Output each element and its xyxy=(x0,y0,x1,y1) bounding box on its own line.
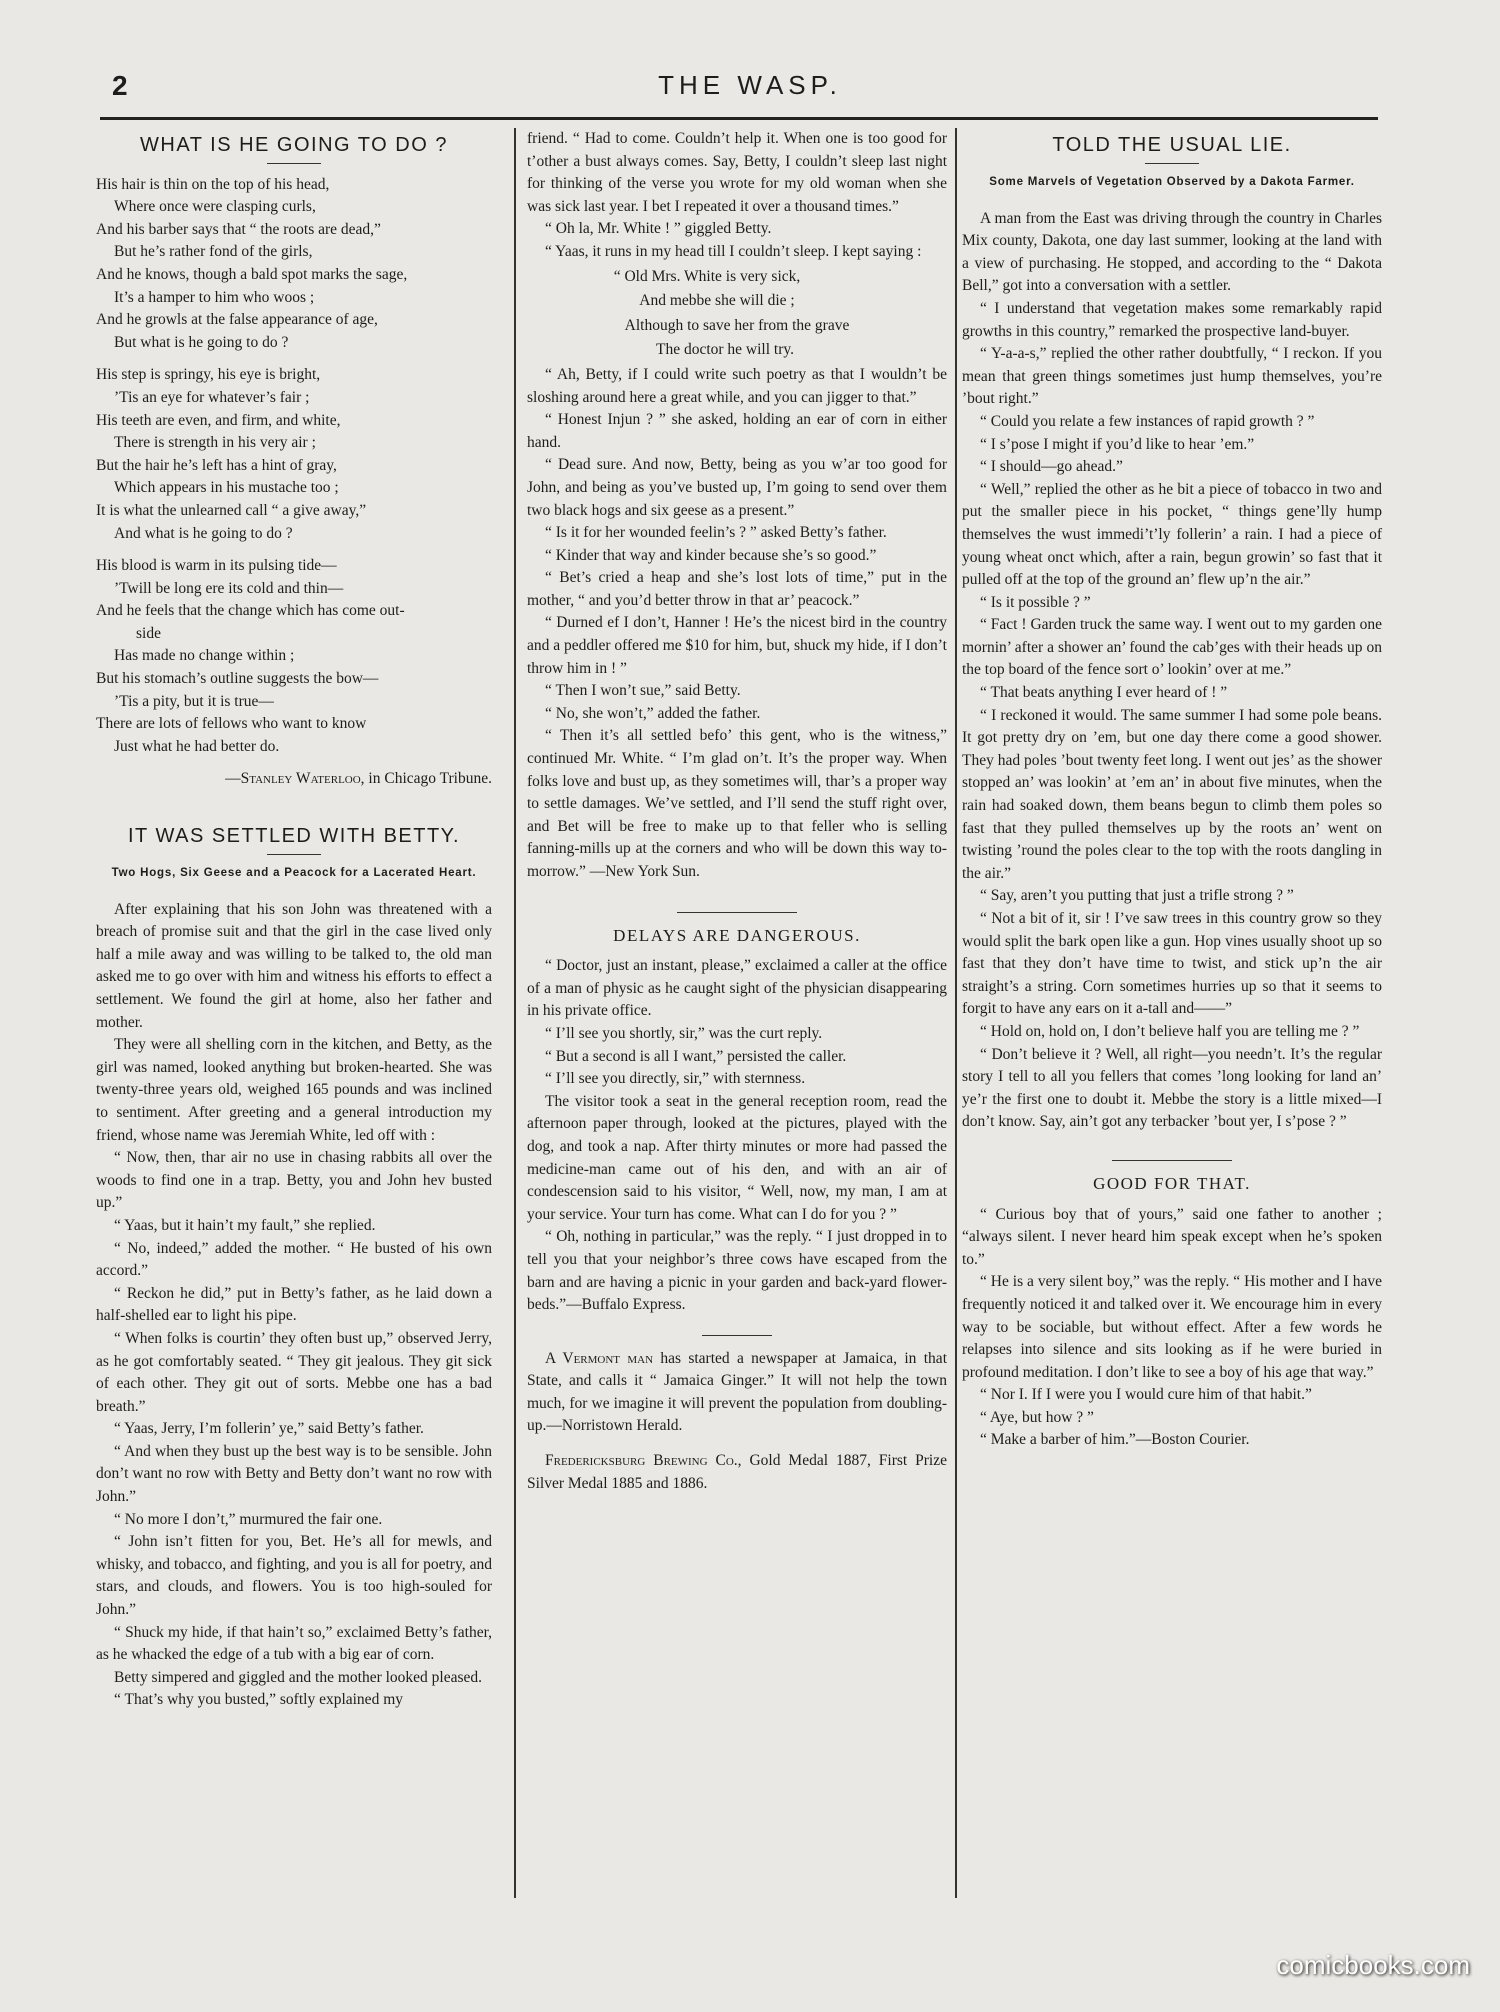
paragraph: “ No, indeed,” added the mother. “ He busted of his own accord.” xyxy=(96,1239,492,1280)
title-rule xyxy=(267,163,321,164)
story-title: DELAYS ARE DANGEROUS. xyxy=(613,925,861,945)
paragraph: “ Aye, but how ? ” xyxy=(980,1408,1094,1426)
paragraph: “ Yaas, Jerry, I’m follerin’ ye,” said Betty’s father. xyxy=(114,1420,424,1438)
poem-stanza xyxy=(96,174,492,355)
poem-line: And he growls at the false appearance of age, xyxy=(96,311,378,329)
paragraph: “ Y-a-a-s,” replied the other rather doubtfully, “ I reckon. If you mean that green things sometimes just hump themselves, you’re ’bout right.” xyxy=(962,345,1382,408)
story-subtitle: Some Marvels of Vegetation Observed by a Dakota Farmer. xyxy=(989,175,1355,188)
paragraph: “ Not a bit of it, sir ! I’ve saw trees in this country grow so they would split the bark open like a gun. Hop vines usually shoot up so fast that they don’t have time to twist, and stick up’n the air straight’s a string. Corn sometimes hurries up so that it seems to forgit to have any ears on it a-tall and——” xyxy=(962,910,1382,1018)
paragraph: “ When folks is courtin’ they often bust up,” observed Jerry, as he got comfortably seated. “ They git jealous. They git sick of each other. They git out of sorts. Mebbe one has a bad breath.” xyxy=(96,1329,492,1415)
poem-line: There are lots of fellows who want to know xyxy=(96,715,367,733)
paragraph: “ Durned ef I don’t, Hanner ! He’s the nicest bird in the country and a peddler offered me $10 for him, but, shuck my hide, if I don’t throw him in ! ” xyxy=(527,614,947,677)
paragraph: They were all shelling corn in the kitchen, and Betty, as the girl was named, looked anything but broken-hearted. She was twenty-three years old, weighed 165 pounds and was inclined to sentiment. After greeting and a general introduction my friend, whose name was Jeremiah White, led off with : xyxy=(96,1036,492,1144)
poem-line: ’Tis an eye for whatever’s fair ; xyxy=(114,388,310,406)
poem-credit-source: in Chicago Tribune. xyxy=(364,770,492,788)
paragraph: “ Is it for her wounded feelin’s ? ” asked Betty’s father. xyxy=(545,524,887,542)
title-rule xyxy=(1145,163,1199,164)
advertiser-name: Fredericksburg Brewing Co., xyxy=(545,1452,742,1470)
paragraph: “ Well,” replied the other as he bit a piece of tobacco in two and put the smaller piece in his pocket, “ things gene’lly hump themselves the wust immedi’t’ly follerin’ a rain. I had a piece of young wheat onct which, after a rain, begun growin’ so fast that it pulled off at the top of the ground an’ flew up’n the air.” xyxy=(962,480,1382,589)
story-title: TOLD THE USUAL LIE. xyxy=(1052,134,1292,156)
poem-stanza xyxy=(96,364,492,545)
paragraph: “ Honest Injun ? ” she asked, holding an ear of corn in either hand. xyxy=(527,411,947,451)
poem-line: ’Twill be long ere its cold and thin— xyxy=(114,579,344,597)
poem-stanza xyxy=(96,555,492,758)
paragraph: “ Reckon he did,” put in Betty’s father, as he laid down a half-shelled ear to light his pipe. xyxy=(96,1284,492,1325)
advertisement xyxy=(527,1450,947,1495)
paragraph: “ Doctor, just an instant, please,” exclaimed a caller at the office of a man of physic as he caught sight of the physician disappearing in his private office. xyxy=(527,957,947,1020)
verse-line: And mebbe she will die ; xyxy=(639,292,795,310)
poem-line: And what is he going to do ? xyxy=(114,524,293,542)
paragraph: “ No, she won’t,” added the father. xyxy=(545,704,761,722)
paragraph: “ I’ll see you directly, sir,” with sternness. xyxy=(545,1070,806,1088)
story-subtitle: Two Hogs, Six Geese and a Peacock for a Lacerated Heart. xyxy=(111,866,477,879)
paragraph: “ He is a very silent boy,” was the reply. “ His mother and I have frequently noticed it and talked over it. We encourage him in every way to be sociable, but without effect. After a few words he relapses into silence and sits looking as if he were buried in profound meditation. I don’t like to see a boy of his age that way.” xyxy=(962,1273,1382,1381)
paragraph: Betty simpered and giggled and the mother looked pleased. xyxy=(114,1668,483,1686)
paragraph: “ Yaas, but it hain’t my fault,” she replied. xyxy=(114,1216,376,1234)
column-2 xyxy=(527,128,947,1495)
paragraph: “ Yaas, it runs in my head till I couldn’t sleep. I kept saying : xyxy=(545,242,922,260)
poem-line: It’s a hamper to him who woos ; xyxy=(114,288,315,306)
paragraph: “ Could you relate a few instances of rapid growth ? ” xyxy=(980,412,1315,430)
poem-line: And his barber says that “ the roots are dead,” xyxy=(96,220,381,238)
poem-line: It is what the unlearned call “ a give away,” xyxy=(96,501,367,519)
paragraph: friend. “ Had to come. Couldn’t help it. When one is too good for t’other a bust always comes. Say, Betty, I couldn’t sleep last night for thinking of the verse you wrote for my old woman when she was sick last year. I bet I repeated it over a thousand times.” xyxy=(527,130,947,215)
verse-line: The doctor he will try. xyxy=(655,341,795,359)
paragraph: “ Is it possible ? ” xyxy=(980,593,1091,611)
story-title: GOOD FOR THAT. xyxy=(1093,1173,1251,1193)
poem xyxy=(96,174,492,791)
section-divider xyxy=(1112,1160,1232,1161)
story-title: IT WAS SETTLED WITH BETTY. xyxy=(128,825,460,848)
page-number: 2 xyxy=(112,70,128,101)
poem-line: And he knows, though a bald spot marks the sage, xyxy=(96,265,408,283)
paragraph: “ Oh, nothing in particular,” was the reply. “ I just dropped in to tell you that your neighbor’s three cows have escaped from the barn and are having a picnic in your garden and back-yard flower-beds.”—Buffalo Express. xyxy=(527,1228,947,1314)
poem-line: Just what he had better do. xyxy=(114,737,280,755)
paragraph: “ Now, then, thar air no use in chasing rabbits all over the woods to find one in a trap. Betty, you and John hev busted up.” xyxy=(96,1149,492,1212)
verse-line: “ Old Mrs. White is very sick, xyxy=(613,267,801,285)
watermark: comicbooks.com xyxy=(1276,1950,1470,1980)
poem-line: His teeth are even, and firm, and white, xyxy=(96,411,341,429)
paragraph: “ And when they bust up the best way is to be sensible. John don’t want no row with Betty and Betty don’t want no row with John.” xyxy=(96,1442,492,1506)
poem-line: Which appears in his mustache too ; xyxy=(114,479,339,497)
column-divider xyxy=(514,128,516,1898)
poem-line: But his stomach’s outline suggests the bow— xyxy=(96,670,379,688)
paragraph: “ That beats anything I ever heard of ! ” xyxy=(980,684,1228,702)
paragraph: “ Don’t believe it ? Well, all right—you needn’t. It’s the regular story I tell to all you fellers that comes ’long looking for land an’ ye’r the first one to doubt it. Mebbe the story is a little mixed—I don’t know. Say, ain’t got any terbacker ’bout yer, I s’pose ? ” xyxy=(962,1045,1382,1131)
paragraph: “ Shuck my hide, if that hain’t so,” exclaimed Betty’s father, as he whacked the edge of a tub with a big ear of corn. xyxy=(96,1623,492,1664)
paragraph: The visitor took a seat in the general reception room, read the afternoon paper through, looked at the pictures, played with the dog, and took a nap. After thirty minutes or more had passed the medicine-man came out of his den, and with an air of condescension said to his visitor, “ Well, now, my man, I am at your service. Your turn has come. What can I do for you ? ” xyxy=(527,1092,947,1223)
paragraph: “ I’ll see you shortly, sir,” was the curt reply. xyxy=(545,1024,823,1042)
paragraph: “ Nor I. If I were you I would cure him of that habit.” xyxy=(980,1386,1312,1404)
paragraph: “ Make a barber of him.”—Boston Courier. xyxy=(980,1431,1250,1449)
section-divider xyxy=(702,1335,772,1336)
paragraph: “ Hold on, hold on, I don’t believe half you are telling me ? ” xyxy=(980,1022,1360,1040)
poem-line: Where once were clasping curls, xyxy=(114,198,316,216)
paragraph: “ Oh la, Mr. White ! ” giggled Betty. xyxy=(545,220,772,238)
column-divider xyxy=(955,128,957,1898)
masthead-rule xyxy=(100,117,1378,120)
poem-line: His blood is warm in its pulsing tide— xyxy=(96,557,337,575)
paragraph: “ No more I don’t,” murmured the fair one. xyxy=(114,1510,383,1528)
section-divider xyxy=(677,912,797,913)
paragraph: “ Say, aren’t you putting that just a trifle strong ? ” xyxy=(980,887,1294,905)
poem-credit xyxy=(96,768,492,791)
poem-line: And he feels that the change which has come out- xyxy=(96,602,405,620)
paragraph: “ Kinder that way and kinder because she’s so good.” xyxy=(545,546,877,564)
paragraph-text: has started a newspaper at Jamaica, in that State, and calls it “ Jamaica Ginger.” It will not help the town much, for we imagine it will prevent the population from doubling-up.—Norristown Herald. xyxy=(527,1349,947,1435)
paragraph: A man from the East was driving through the country in Charles Mix county, Dakota, one day last summer, looking at the land with a view of purchasing. He stopped, and according to the “ Dakota Bell,” got into a conversation with a settler. xyxy=(962,209,1382,295)
paragraph: “ I s’pose I might if you’d like to hear ’em.” xyxy=(980,435,1255,453)
paragraph: “ But a second is all I want,” persisted the caller. xyxy=(545,1047,847,1065)
paragraph: “ I understand that vegetation makes some remarkably rapid growths in this country,” remarked the prospective land-buyer. xyxy=(962,299,1382,340)
poem-line: ’Tis a pity, but it is true— xyxy=(114,692,274,710)
poem-line: Has made no change within ; xyxy=(114,647,295,665)
paragraph: “ John isn’t fitten for you, Bet. He’s all for mewls, and whisky, and tobacco, and fighting, and you is all for poetry, and stars, and clouds, and flowers. You is too high-souled for John.” xyxy=(96,1533,492,1619)
masthead-title: THE WASP. xyxy=(658,70,842,100)
column-1 xyxy=(96,128,492,1712)
paragraph: “ I should—go ahead.” xyxy=(980,458,1123,476)
paragraph: “ Then I won’t sue,” said Betty. xyxy=(545,682,741,700)
poem-line: There is strength in his very air ; xyxy=(114,434,316,452)
quoted-verse xyxy=(527,266,947,362)
paragraph: “ Ah, Betty, if I could write such poetry as that I wouldn’t be sloshing around here a great while, and you can jigger to that.” xyxy=(527,365,947,406)
poem-line: side xyxy=(136,624,161,642)
paragraph: “ Dead sure. And now, Betty, being as you w’ar too good for John, and being as you’ve busted up, I’m going to send over them two black hogs and six geese as a present.” xyxy=(527,456,947,519)
column-3 xyxy=(962,128,1382,1452)
poem-line: But what is he going to do ? xyxy=(114,333,289,351)
title-rule xyxy=(267,854,321,855)
paragraph xyxy=(527,1348,947,1438)
poem-line: But he’s rather fond of the girls, xyxy=(114,243,313,261)
paragraph: “ Then it’s all settled befo’ this gent, who is the witness,” continued Mr. White. “ I’m glad on’t. It’s the proper way. When folks love and bust up, as they sometimes will, thar’s a proper way to settle damages. We’ve settled, and I’ll send the stuff right over, and Bet will be free to make up to that feller who is selling fanning-mills up at the corners and who will be down this way to-morrow.” —New York Sun. xyxy=(527,727,947,880)
poem-line: His hair is thin on the top of his head, xyxy=(96,175,330,193)
advertisement-text: Gold Medal 1887, First Prize Silver Medal 1885 and 1886. xyxy=(527,1452,947,1492)
paragraph: “ Fact ! Garden truck the same way. I went out to my garden one mornin’ after a shower an’ found the cab’ges with their heads up on the top board of the fence sort o’ lookin’ over at me.” xyxy=(962,616,1382,679)
paragraph: “ Curious boy that of yours,” said one father to another ; “always silent. I never heard him speak except when he’s spoken to.” xyxy=(962,1205,1382,1268)
verse-line: Although to save her from the grave xyxy=(624,316,850,334)
paragraph: “ I reckoned it would. The same summer I had some pole beans. It got pretty dry on ’em, but one day there come a good shower. They had poles ’bout twenty feet long. I went out jes’ as the shower stopped an’ was lookin’ at ’em an’ in about five minutes, when the rain had soaked down, them beans begun to climb them poles so fast that they pulled themselves up by the roots an’ went on twisting ’round the poles clear to the top with the roots dangling in the air.” xyxy=(962,706,1382,882)
poem-credit-author: —Stanley Waterloo, xyxy=(225,770,365,788)
poem-line: But the hair he’s left has a hint of gray, xyxy=(96,456,337,474)
paragraph: “ Bet’s cried a heap and she’s lost lots of time,” put in the mother, “ and you’d better throw in that ar’ peacock.” xyxy=(527,569,947,609)
poem-line: His step is springy, his eye is bright, xyxy=(96,366,321,384)
paragraph: “ That’s why you busted,” softly explained my xyxy=(114,1691,403,1709)
paragraph: After explaining that his son John was threatened with a breach of promise suit and that the girl in the case lived only half a mile away and was willing to be talked to, the old man asked me to go over with him and witness his efforts to effect a settlement. We found the girl at home, also her father and mother. xyxy=(96,900,492,1031)
lead-in: A Vermont man xyxy=(545,1349,654,1367)
poem-title: WHAT IS HE GOING TO DO ? xyxy=(140,134,448,156)
